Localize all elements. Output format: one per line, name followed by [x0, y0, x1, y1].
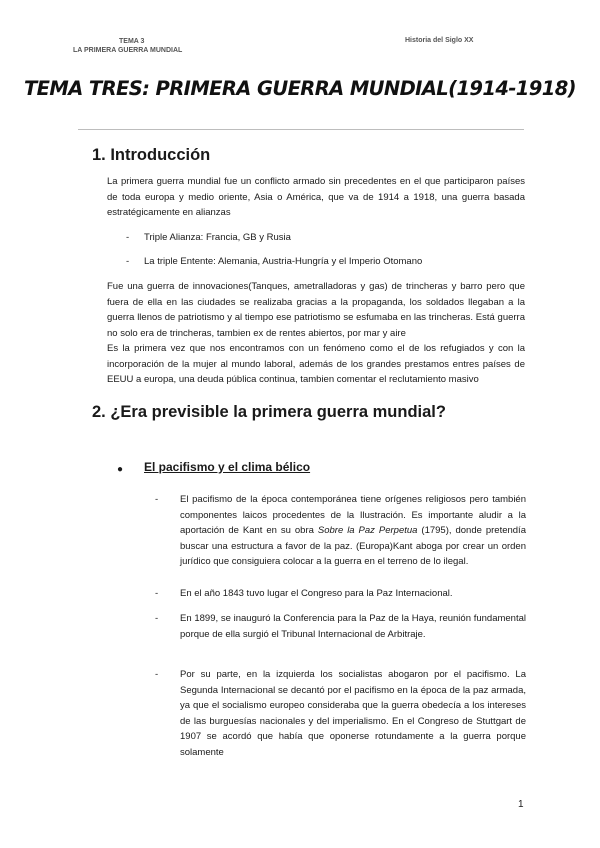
- item-kant-text-end: (1795), donde pretendía buscar una estructura a favor de la paz. (Europa)Kant aboga por crear un orden jurídico que consiguiera colocar a la guerra en el terreno de lo ilegal.: [180, 525, 526, 567]
- dash-bullet: -: [126, 232, 130, 243]
- document-title: TEMA TRES: PRIMERA GUERRA MUNDIAL(1914-1918): [23, 77, 576, 100]
- book-title-sobre-la-paz-perpetua: Sobre la Paz Perpetua: [317, 525, 418, 536]
- item-kant: [180, 492, 526, 570]
- section-heading-previsible: 2. ¿Era previsible la primera guerra mundial?: [92, 403, 446, 421]
- intro-paragraph-2: Fue una guerra de innovaciones(Tanques, ametralladoras y gas) de trincheras y barro pero que fuera de ella en las ciudades se realizaba gracias a la propaganda, los soldados llegaban a la guerra llenos de patriotismo y al tiempo ese patriotismo se esfumaba en las trincheras. Está guerra no solo era de trincheras, tambien ex de rentes abiertos, por mar y aire: [107, 281, 525, 339]
- header-topic-number: TEMA 3: [119, 38, 145, 45]
- bullet-triple-alianza: Triple Alianza: Francia, GB y Rusia: [144, 232, 291, 243]
- section-heading-introduccion: 1. Introducción: [92, 146, 211, 164]
- running-header-right: Historia del Siglo XX: [405, 37, 474, 44]
- bullet-dot-icon: ●: [117, 464, 124, 475]
- running-header-left: [73, 37, 182, 55]
- page-number: 1: [518, 799, 524, 810]
- item-congreso-1843: En el año 1843 tuvo lugar el Congreso para la Paz Internacional.: [180, 588, 453, 599]
- title-divider: [78, 129, 524, 130]
- item-conferencia-haya: En 1899, se inauguró la Conferencia para la Paz de la Haya, reunión fundamental porque de ella surgió el Tribunal Internacional de Arbitraje.: [180, 613, 526, 640]
- dash-bullet: -: [155, 494, 159, 505]
- dash-bullet: -: [126, 256, 130, 267]
- subheading-pacifismo: El pacifismo y el clima bélico: [144, 460, 311, 474]
- dash-bullet: -: [155, 613, 159, 624]
- bullet-triple-entente: La triple Entente: Alemania, Austria-Hungría y el Imperio Otomano: [144, 256, 423, 267]
- dash-bullet: -: [155, 669, 159, 680]
- header-topic-title: LA PRIMERA GUERRA MUNDIAL: [73, 47, 183, 54]
- intro-paragraph-3: Es la primera vez que nos encontramos con un fenómeno como el de los refugiados y con la incorporación de la mujer al mundo laboral, además de los grandes prestamos entres países de EEUU a europa, una deuda pública continua, tambien comentar el reclutamiento masivo: [107, 343, 525, 385]
- item-socialistas: Por su parte, en la izquierda los socialistas abogaron por el pacifismo. La Segunda Internacional se decantó por el pacifismo en la época de la paz armada, ya que el socialismo europeo consideraba que la guerra obedecía a los intereses de las burguesías nacionales y del imperialismo. En el Congreso de Stuttgart de 1907 se acordó que había que oponerse rotundamente a la guerra porque solamente: [180, 669, 526, 758]
- intro-paragraph-1: La primera guerra mundial fue un conflicto armado sin precedentes en el que participaron países de toda europa y medio oriente, Asia o América, que va de 1914 a 1918, una guerra basada estratégicamente en alianzas: [107, 176, 525, 218]
- dash-bullet: -: [155, 588, 159, 599]
- item-kant-text-start: El pacifismo de la época contemporánea tiene orígenes religiosos pero también componentes laicos procedentes de la Ilustración. Es importante aludir a la aportación de Kant en su obra: [180, 494, 526, 536]
